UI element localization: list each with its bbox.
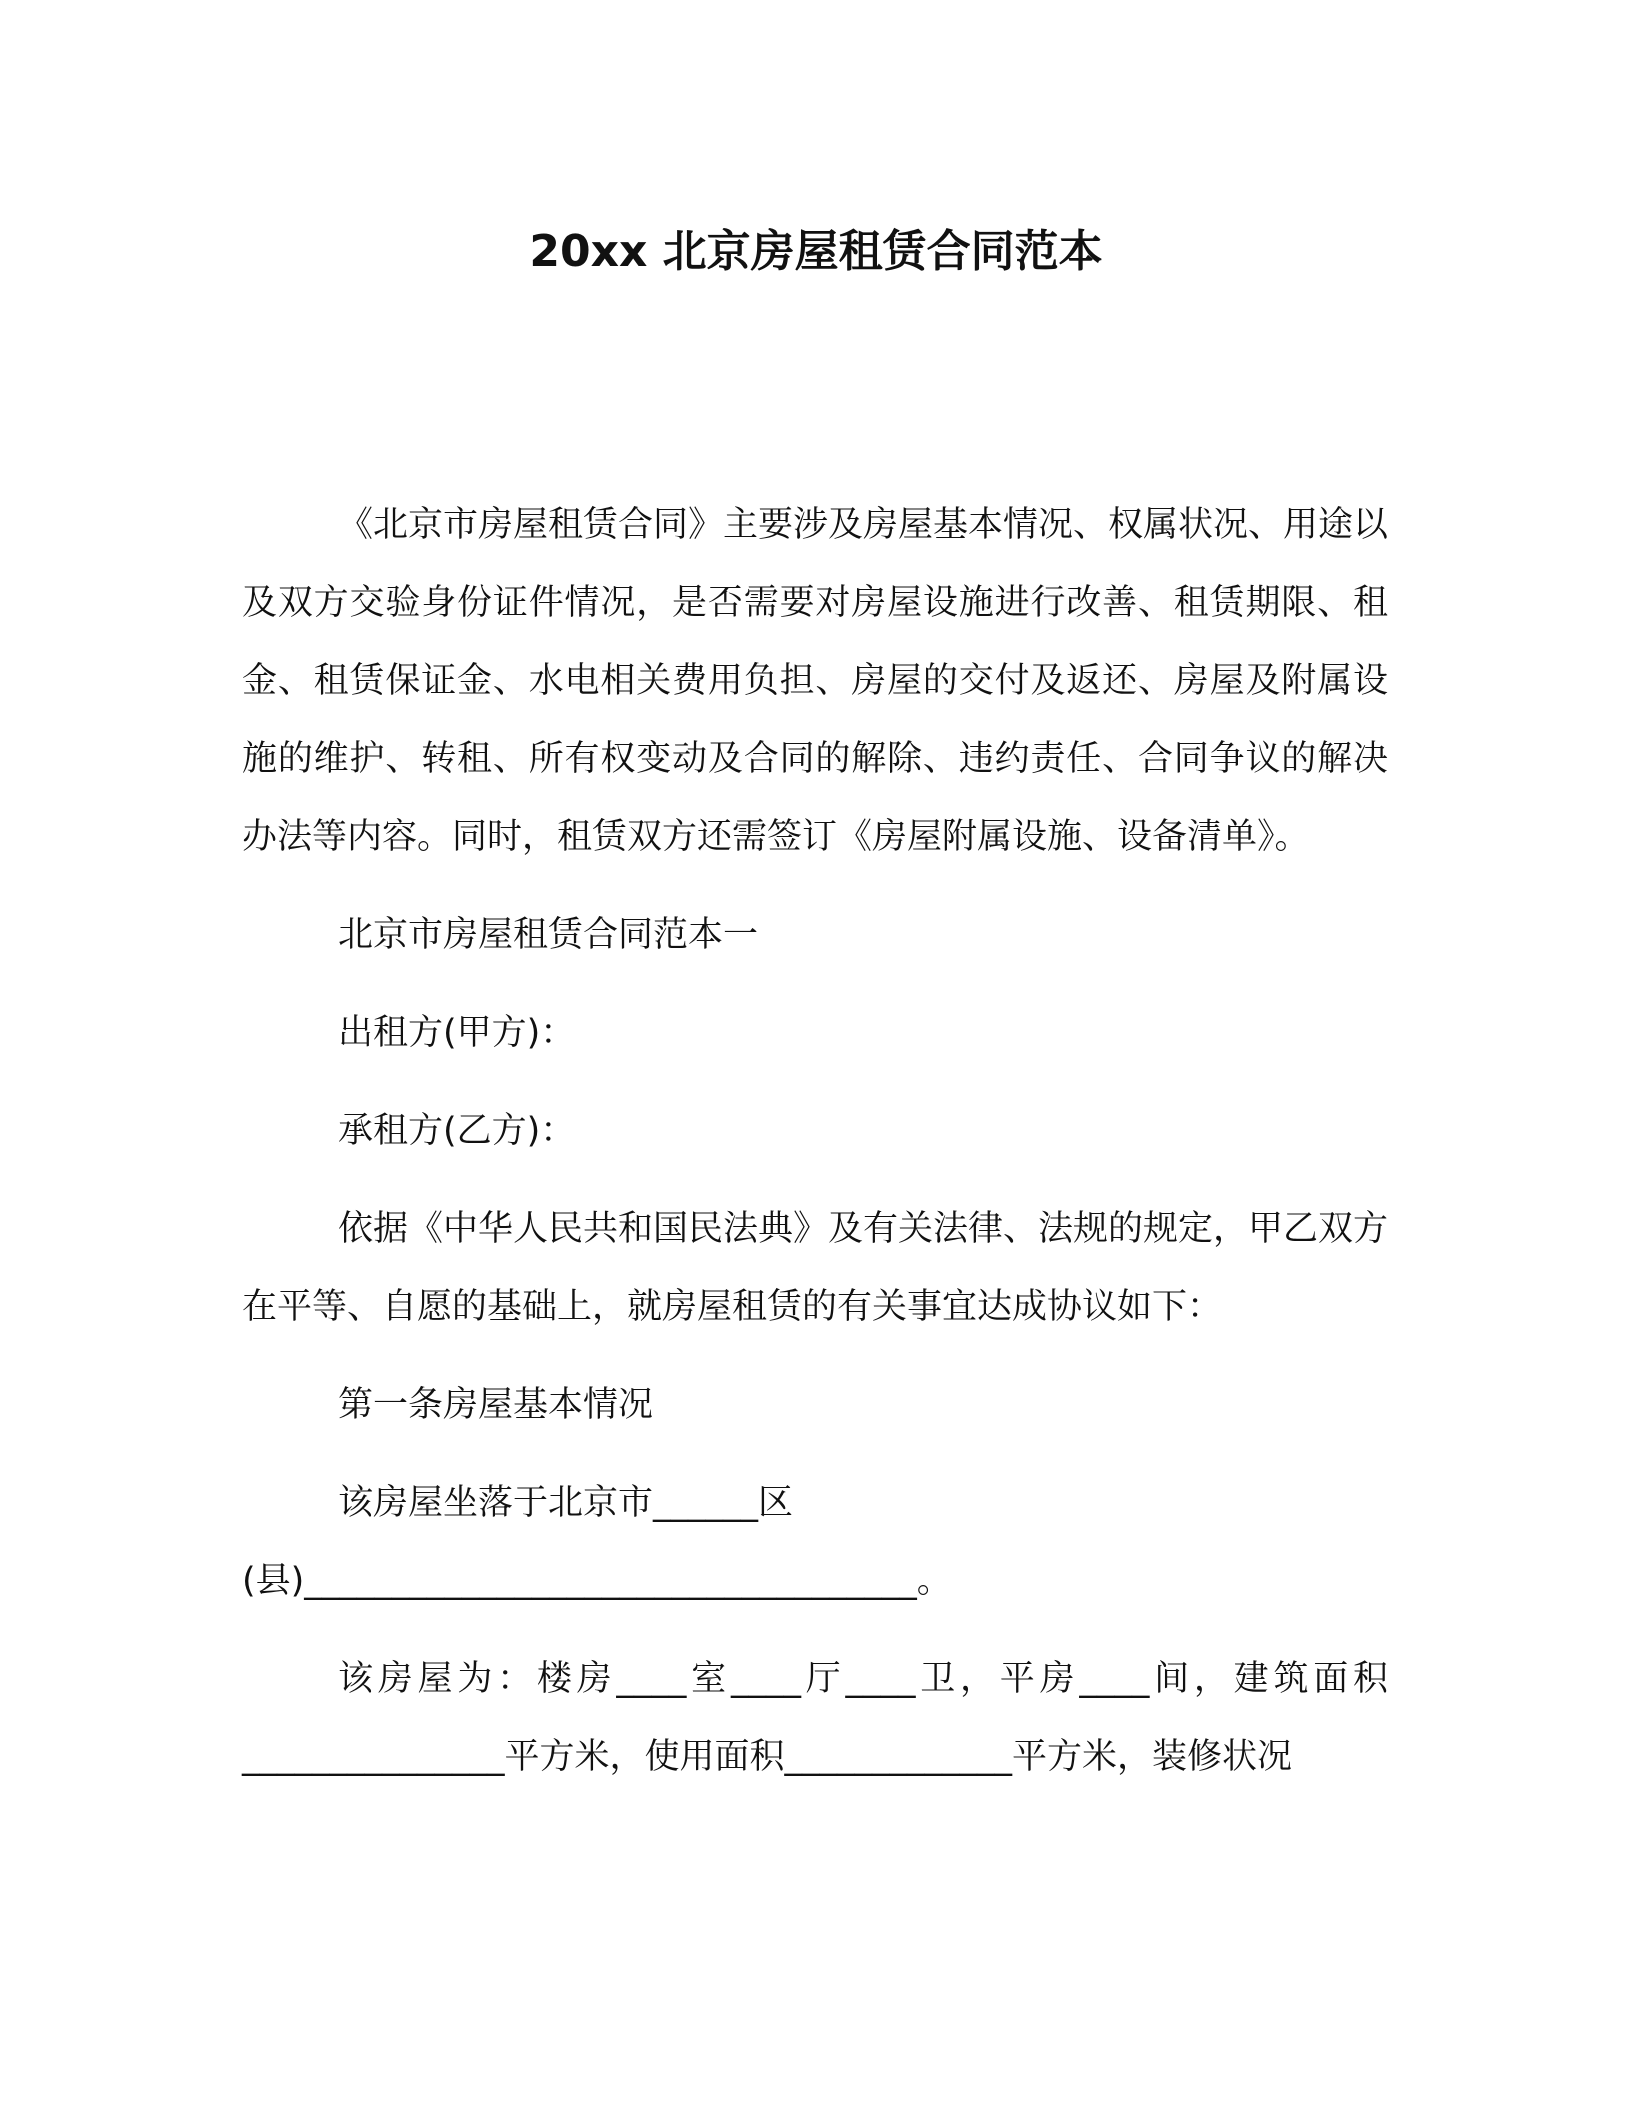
intro-paragraph: 《北京市房屋租赁合同》主要涉及房屋基本情况、权属状况、用途以及双方交验身份证件情况，是否需要对房屋设施进行改善、租赁期限、租金、租赁保证金、水电相关费用负担、房屋的交付及返还、房屋及附属设施的维护、转租、所有权变动及合同的解除、违约责任、合同争议的解决办法等内容。同时，租赁双方还需签订《房屋附属设施、设备清单》。 bbox=[242, 505, 1389, 857]
county-line: (县)___________________________________。 bbox=[242, 1561, 952, 1601]
house-description-paragraph: 该房屋为：楼房____室____厅____卫，平房____间，建筑面积_______________平方米，使用面积_____________平方米，装修状况 bbox=[242, 1659, 1388, 1777]
article-one-heading: 第一条房屋基本情况 bbox=[338, 1385, 654, 1425]
location-line: 该房屋坐落于北京市______区 bbox=[338, 1483, 794, 1523]
document-title: 20xx 北京房屋租赁合同范本 bbox=[529, 226, 1103, 277]
lessor-line: 出租方(甲方)： bbox=[338, 1013, 576, 1053]
sample-heading: 北京市房屋租赁合同范本一 bbox=[338, 915, 759, 955]
document-body bbox=[242, 486, 1388, 1816]
legal-basis-paragraph: 依据《中华人民共和国民法典》及有关法律、法规的规定，甲乙双方在平等、自愿的基础上，就房屋租赁的有关事宜达成协议如下： bbox=[242, 1209, 1389, 1327]
lessee-line: 承租方(乙方)： bbox=[338, 1111, 576, 1151]
